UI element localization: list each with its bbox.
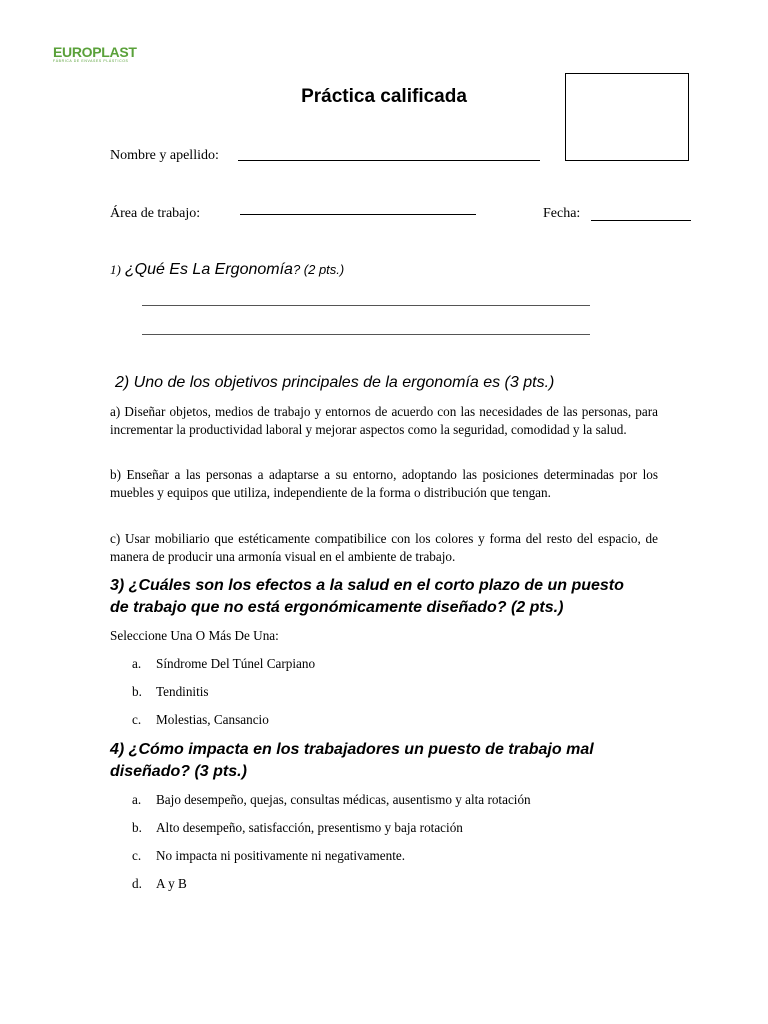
q3-option-c[interactable]: [132, 712, 269, 728]
option-text: A y B: [156, 876, 187, 891]
option-text: No impacta ni positivamente ni negativamente.: [156, 848, 406, 863]
area-field-line[interactable]: [240, 214, 476, 215]
logo-tagline: FÁBRICA DE ENVASES PLÁSTICOS: [53, 59, 129, 63]
question-1: [110, 261, 344, 279]
date-field-line[interactable]: [591, 220, 691, 221]
option-text: Tendinitis: [156, 684, 209, 699]
option-letter: a.: [132, 656, 142, 671]
option-letter: b.: [132, 684, 142, 699]
q3-heading-line-2: de trabajo que no está ergonómicamente diseñado? (2 pts.): [110, 599, 564, 616]
q4-option-b[interactable]: [132, 820, 463, 836]
option-text: Alto desempeño, satisfacción, presentismo y baja rotación: [156, 820, 463, 835]
q4-heading-line-2: diseñado? (3 pts.): [110, 763, 247, 780]
q2-heading: 2) Uno de los objetivos principales de la ergonomía es (3 pts.): [115, 374, 555, 391]
q2-option-c[interactable]: c) Usar mobiliario que estéticamente compatibilice con los colores y forma del resto del espacio, de manera de producir una armonía visual en el ambiente de trabajo.: [110, 531, 658, 565]
name-label: Nombre y apellido:: [110, 148, 219, 163]
option-letter: a.: [132, 792, 142, 807]
q4-heading-line-1: 4) ¿Cómo impacta en los trabajadores un puesto de trabajo mal: [110, 741, 594, 758]
q1-points: ? (2 pts.): [292, 262, 345, 277]
option-text: Síndrome Del Túnel Carpiano: [156, 656, 316, 671]
area-label: Área de trabajo:: [110, 206, 201, 221]
option-letter: c.: [132, 848, 142, 863]
date-label: Fecha:: [543, 206, 581, 221]
option-text: Bajo desempeño, quejas, consultas médicas, ausentismo y alta rotación: [156, 792, 531, 807]
option-letter: c.: [132, 712, 142, 727]
q1-number: 1): [110, 262, 121, 277]
q4-option-a[interactable]: [132, 792, 531, 808]
q1-answer-line-2[interactable]: [142, 334, 590, 335]
q2-option-b[interactable]: b) Enseñar a las personas a adaptarse a su entorno, adoptando las posiciones determinadas por los muebles y equipos que utiliza, independiente de la forma o distribución que tengan.: [110, 467, 658, 501]
page-title: Práctica calificada: [301, 86, 467, 107]
europlast-logo: EUROPLAST: [53, 44, 137, 60]
option-letter: d.: [132, 876, 142, 891]
q2-option-a[interactable]: a) Diseñar objetos, medios de trabajo y entornos de acuerdo con las necesidades de las personas, para incrementar la productividad laboral y mejorar aspectos como la seguridad, comodidad y la salud.: [110, 404, 658, 438]
q3-option-a[interactable]: [132, 656, 315, 672]
q4-option-c[interactable]: [132, 848, 405, 864]
q3-option-b[interactable]: [132, 684, 209, 700]
photo-box: [565, 73, 689, 161]
option-letter: b.: [132, 820, 142, 835]
q3-heading-line-1: 3) ¿Cuáles son los efectos a la salud en el corto plazo de un puesto: [110, 577, 624, 594]
q1-question: ¿Qué Es La Ergonomía: [124, 261, 293, 278]
q1-answer-line-1[interactable]: [142, 305, 590, 306]
q4-option-d[interactable]: [132, 876, 187, 892]
option-text: Molestias, Cansancio: [156, 712, 269, 727]
name-field-line[interactable]: [238, 160, 540, 161]
q3-instruction: Seleccione Una O Más De Una:: [110, 628, 279, 643]
